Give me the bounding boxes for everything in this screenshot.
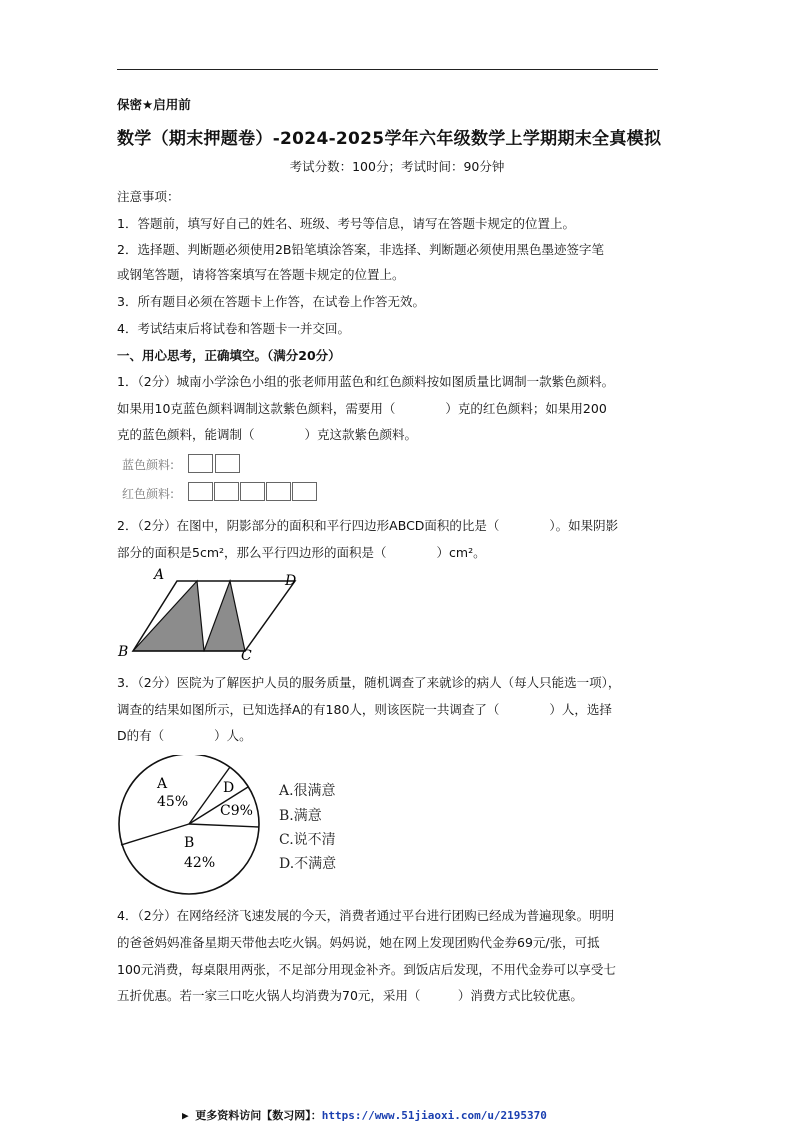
ratio-cell	[240, 482, 265, 501]
question-2-line: 部分的面积是5cm²，那么平行四边形的面积是（ ）cm²。	[117, 545, 486, 560]
vertex-label-c: C	[241, 648, 252, 664]
notes-heading: 注意事项：	[117, 189, 180, 204]
question-2-line: 2．（2分）在图中，阴影部分的面积和平行四边形ABCD面积的比是（ ）。如果阴影	[117, 518, 619, 533]
ratio-cell	[292, 482, 317, 501]
ratio-cell	[214, 482, 239, 501]
red-paint-label: 红色颜料:	[122, 487, 175, 501]
question-4-line: 的爸爸妈妈准备星期天带他去吃火锅。妈妈说，她在网上发现团购代金券69元/张，可抵	[117, 935, 600, 950]
section-heading: 一、用心思考，正确填空。（满分20分）	[117, 348, 341, 363]
question-3-line: 3．（2分）医院为了解医护人员的服务质量，随机调查了来就诊的病人（每人只能选一项），	[117, 675, 621, 690]
shaded-triangle	[133, 581, 204, 651]
question-1-line: 1．（2分）城南小学涂色小组的张老师用蓝色和红色颜料按如图质量比调制一款紫色颜料。	[117, 374, 615, 389]
question-4-line: 100元消费，每桌限用两张，不足部分用现金补齐。到饭店后发现，不用代金券可以享受七	[117, 962, 616, 977]
confidential-label: 保密★启用前	[117, 97, 191, 112]
note-item: 4．考试结束后将试卷和答题卡一并交回。	[117, 321, 350, 336]
note-item: 2．选择题、判断题必须使用2B铅笔填涂答案，非选择、判断题必须使用黑色墨迹签字笔	[117, 242, 604, 257]
note-item: 3．所有题目必须在答题卡上作答，在试卷上作答无效。	[117, 294, 425, 309]
parallelogram-figure	[110, 565, 310, 665]
ratio-cell	[266, 482, 291, 501]
pie-label-a-pct: 45%	[157, 794, 189, 810]
pie-legend-item: B.满意	[279, 808, 322, 824]
question-1-line: 如果用10克蓝色颜料调制这款紫色颜料，需要用（ ）克的红色颜料；如果用200	[117, 401, 607, 416]
header-rule	[117, 69, 658, 70]
note-item: 或钢笔答题，请将答案填写在答题卡规定的位置上。	[117, 267, 405, 282]
footer-url[interactable]: https://www.51jiaoxi.com/u/2195370	[321, 1109, 547, 1122]
pie-label-c: C9%	[220, 803, 253, 819]
footer-link[interactable]	[182, 1107, 547, 1123]
ratio-cell	[188, 482, 213, 501]
ratio-cell	[215, 454, 240, 473]
pie-legend-item: C.说不清	[279, 832, 336, 848]
exam-title: 数学（期末押题卷）-2024-2025学年六年级数学上学期期末全真模拟	[117, 129, 662, 149]
question-3-line: D的有（ ）人。	[117, 728, 252, 743]
note-item: 1．答题前，填写好自己的姓名、班级、考号等信息，请写在答题卡规定的位置上。	[117, 216, 575, 231]
survey-pie-chart	[110, 755, 270, 895]
question-1-line: 克的蓝色颜料，能调制（ ）克这款紫色颜料。	[117, 427, 418, 442]
pie-label-b-pct: 42%	[184, 855, 216, 871]
exam-info: 考试分数：100分；考试时间：90分钟	[289, 159, 505, 174]
question-3-line: 调查的结果如图所示，已知选择A的有180人，则该医院一共调查了（ ）人，选择	[117, 702, 612, 717]
vertex-label-a: A	[154, 567, 165, 583]
pie-legend-item: D.不满意	[279, 856, 337, 872]
pie-label-a: A	[157, 776, 168, 792]
pie-legend-item: A.很满意	[279, 783, 336, 799]
ratio-cell	[188, 454, 213, 473]
pie-label-d: D	[223, 780, 235, 796]
shaded-triangle	[204, 581, 245, 651]
footer-prefix: ▶ 更多资料访问【数习网】：	[182, 1109, 322, 1122]
question-4-line: 五折优惠。若一家三口吃火锅人均消费为70元，采用（ ）消费方式比较优惠。	[117, 988, 583, 1003]
blue-paint-label: 蓝色颜料:	[122, 458, 175, 472]
pie-label-b: B	[184, 835, 195, 851]
vertex-label-d: D	[285, 573, 297, 589]
vertex-label-b: B	[118, 644, 129, 660]
question-4-line: 4．（2分）在网络经济飞速发展的今天，消费者通过平台进行团购已经成为普遍现象。明明	[117, 908, 615, 923]
